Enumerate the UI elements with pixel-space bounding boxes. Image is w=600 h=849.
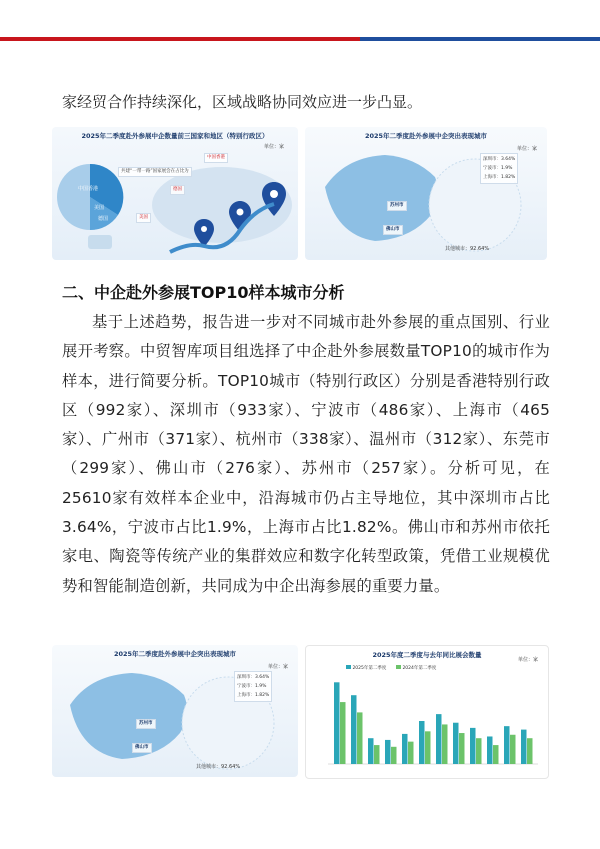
figure2-title: 2025年二季度赴外参展中企突出表现城市 xyxy=(364,132,488,140)
header-bar xyxy=(0,0,600,44)
bar-2025-0 xyxy=(334,682,340,764)
bar-2025-5 xyxy=(419,721,425,764)
region-label-germany: 德国 xyxy=(170,185,185,195)
bar-2024-8 xyxy=(476,738,482,764)
callout-foshan: 佛山市 xyxy=(383,225,403,235)
other-cities-label-2: 其他城市：92.64% xyxy=(196,764,241,770)
figure-exhibition-bars xyxy=(305,645,549,779)
pie-label-1: 中国香港 xyxy=(78,186,99,192)
legend-ningbo: 宁波市：1.9% xyxy=(483,166,513,171)
bar-2024-5 xyxy=(425,731,431,764)
figure3-graphic xyxy=(52,645,298,777)
pin-icon-3 xyxy=(194,219,214,247)
figure2-legend xyxy=(480,153,518,184)
callout-suzhou-2: 苏州市 xyxy=(136,719,156,729)
figure4-title: 2025年度二季度与去年同比展会数量 xyxy=(372,651,482,659)
figure3-unit: 单位：家 xyxy=(267,664,288,670)
body-paragraph: 基于上述趋势，报告进一步对不同城市赴外参展的重点国别、行业展开考察。中贸智库项目组选择了中企赴外参展数量TOP10的城市作为样本，进行简要分析。TOP10城市（特别行政区）分别是香港特别行政区（992家）、深圳市（933家）、宁波市（486家）、上海市（465家）、广州市（371家）、杭州市（338家）、温州市（312家）、东莞市（299家）、佛山市（276家）、苏州市（257家）。分析可见，在25610家有效样本企业中，沿海城市仍占主导地位，其中深圳市占比3.64%，宁波市占比1.9%，上海市占比1.82%。佛山市和苏州市依托家电、陶瓷等传统产业的集群效应和数字化转型政策，凭借工业规模优势和智能制造创新，共同成为中企出海参展的重要力量。 xyxy=(62,313,550,595)
china-map-shape-2 xyxy=(70,673,187,759)
other-cities-label: 其他城市：92.64% xyxy=(445,246,490,252)
bar-2025-10 xyxy=(504,726,510,764)
bar-2025-2 xyxy=(368,738,374,764)
section-heading: 二、中企赴外参展TOP10样本城市分析 xyxy=(62,283,345,302)
intro-paragraph-tail: 家经贸合作持续深化，区域战略协同效应进一步凸显。 xyxy=(62,93,423,111)
bar-2024-4 xyxy=(408,742,414,764)
bar-2024-10 xyxy=(510,735,516,764)
bar-2024-7 xyxy=(459,733,465,764)
legend-shenzhen-2: 深圳市：3.64% xyxy=(237,675,270,680)
bar-2024-9 xyxy=(493,745,499,764)
handshake-icon xyxy=(88,235,112,249)
bar-2025-4 xyxy=(402,734,408,764)
bar-2024-6 xyxy=(442,724,448,764)
bar-2025-8 xyxy=(470,728,476,764)
bar-2024-1 xyxy=(357,712,363,764)
header-red-stripe xyxy=(0,37,360,41)
header-blue-stripe xyxy=(360,37,600,41)
legend-label-2025: 2025年第二季度 xyxy=(352,666,387,671)
region-label-hongkong: 中国香港 xyxy=(204,153,228,163)
bar-2024-3 xyxy=(391,747,397,764)
pie-label-2: 美国 xyxy=(94,205,105,211)
bar-2025-11 xyxy=(521,730,527,764)
legend-shanghai: 上海市：1.82% xyxy=(483,175,516,180)
figure2-unit: 单位：家 xyxy=(516,146,537,152)
figure-top3-countries xyxy=(52,127,298,260)
bar-2025-6 xyxy=(436,714,442,764)
bar-2024-0 xyxy=(340,702,346,764)
figure-top-cities xyxy=(305,127,547,260)
figure4-unit: 单位：家 xyxy=(517,657,538,663)
legend-shenzhen: 深圳市：3.64% xyxy=(483,157,516,162)
pie-label-3: 德国 xyxy=(98,216,109,222)
figure-top-cities-repeat xyxy=(52,645,298,777)
legend-label-2024: 2024年第二季度 xyxy=(402,666,437,671)
callout-foshan-2: 佛山市 xyxy=(132,743,152,753)
figure1-title: 2025年二季度赴外参展中企数量前三国家和地区（特别行政区） xyxy=(81,132,269,140)
bar-2025-7 xyxy=(453,723,459,764)
legend-ningbo-2: 宁波市：1.9% xyxy=(237,684,267,689)
bar-2025-3 xyxy=(385,740,391,764)
belt-road-label: 共建“一带一路”国家展会在占比为 xyxy=(118,167,192,177)
figure2-graphic xyxy=(305,127,547,260)
bar-2025-1 xyxy=(351,695,357,764)
figure3-title: 2025年二季度赴外参展中企突出表现城市 xyxy=(113,650,237,658)
bar-2025-9 xyxy=(487,736,493,764)
legend-shanghai-2: 上海市：1.82% xyxy=(237,693,270,698)
figure1-unit: 单位：家 xyxy=(263,144,284,150)
region-label-usa: 美国 xyxy=(136,213,151,223)
bar-chart-svg xyxy=(306,646,548,778)
figure3-legend xyxy=(234,671,272,702)
bar-2024-2 xyxy=(374,745,380,764)
bar-2024-11 xyxy=(527,738,533,764)
callout-suzhou: 苏州市 xyxy=(387,201,407,211)
china-map-shape xyxy=(325,155,438,241)
